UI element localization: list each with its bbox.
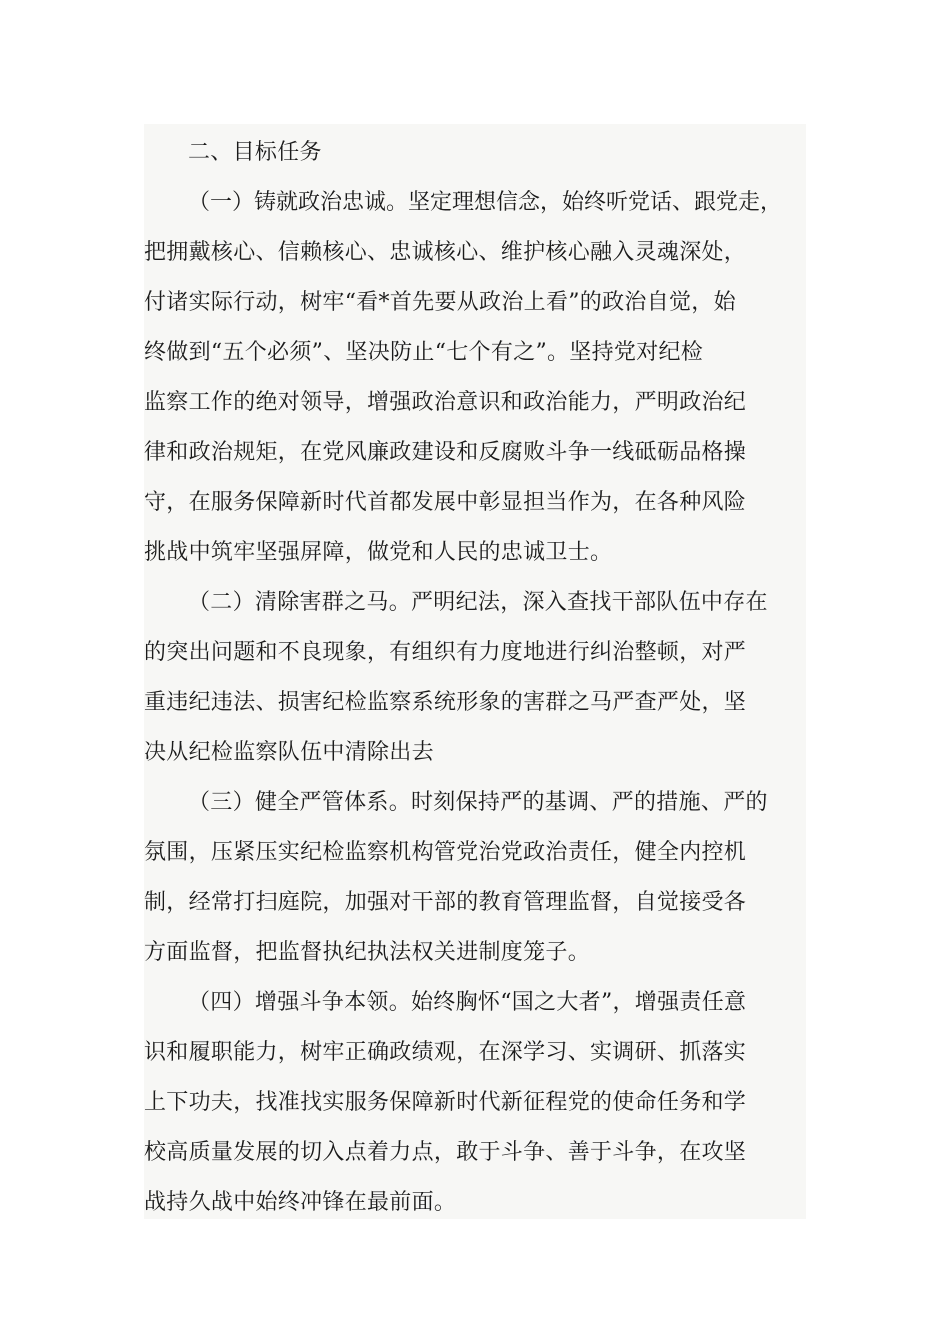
paragraph-line: 的突出问题和不良现象，有组织有力度地进行纠治整顿，对严 (144, 640, 747, 665)
paragraph-line: （一）铸就政治忠诚。坚定理想信念，始终听党话、跟党走， (188, 190, 783, 215)
paragraph-line: 付诸实际行动，树牢“看*首先要从政治上看”的政治自觉，始 (144, 290, 736, 315)
paragraph-line: （四）增强斗争本领。始终胸怀“国之大者”，增强责任意 (188, 990, 747, 1015)
paragraph-line: 守，在服务保障新时代首都发展中彰显担当作为，在各种风险 (144, 490, 747, 515)
paragraph-line: 终做到“五个必须”、坚决防止“七个有之”。坚持党对纪检 (144, 340, 704, 365)
paragraph-line: （二）清除害群之马。严明纪法，深入查找干部队伍中存在 (188, 590, 768, 615)
section-heading: 二、目标任务 (188, 140, 322, 165)
paragraph-line: 律和政治规矩，在党风廉政建设和反腐败斗争一线砥砺品格操 (144, 440, 747, 465)
paragraph-line: 氛围，压紧压实纪检监察机构管党治党政治责任，健全内控机 (144, 840, 747, 865)
paragraph-line: 挑战中筑牢坚强屏障，做党和人民的忠诚卫士。 (144, 540, 613, 565)
paragraph-line: 识和履职能力，树牢正确政绩观，在深学习、实调研、抓落实 (144, 1040, 747, 1065)
paragraph-line: 战持久战中始终冲锋在最前面。 (144, 1190, 457, 1215)
paragraph-line: 监察工作的绝对领导，增强政治意识和政治能力，严明政治纪 (144, 390, 747, 415)
paragraph-line: 重违纪违法、损害纪检监察系统形象的害群之马严查严处，坚 (144, 690, 747, 715)
paragraph-line: 把拥戴核心、信赖核心、忠诚核心、维护核心融入灵魂深处， (144, 240, 747, 265)
paragraph-line: 校高质量发展的切入点着力点，敢于斗争、善于斗争，在攻坚 (144, 1140, 747, 1165)
paragraph-line: 决从纪检监察队伍中清除出去 (144, 740, 434, 765)
paragraph-line: 方面监督，把监督执纪执法权关进制度笼子。 (144, 940, 591, 965)
document-body (144, 124, 806, 1219)
paragraph-line: 上下功夫，找准找实服务保障新时代新征程党的使命任务和学 (144, 1090, 747, 1115)
paragraph-line: （三）健全严管体系。时刻保持严的基调、严的措施、严的 (188, 790, 768, 815)
paragraph-line: 制，经常打扫庭院，加强对干部的教育管理监督，自觉接受各 (144, 890, 747, 915)
